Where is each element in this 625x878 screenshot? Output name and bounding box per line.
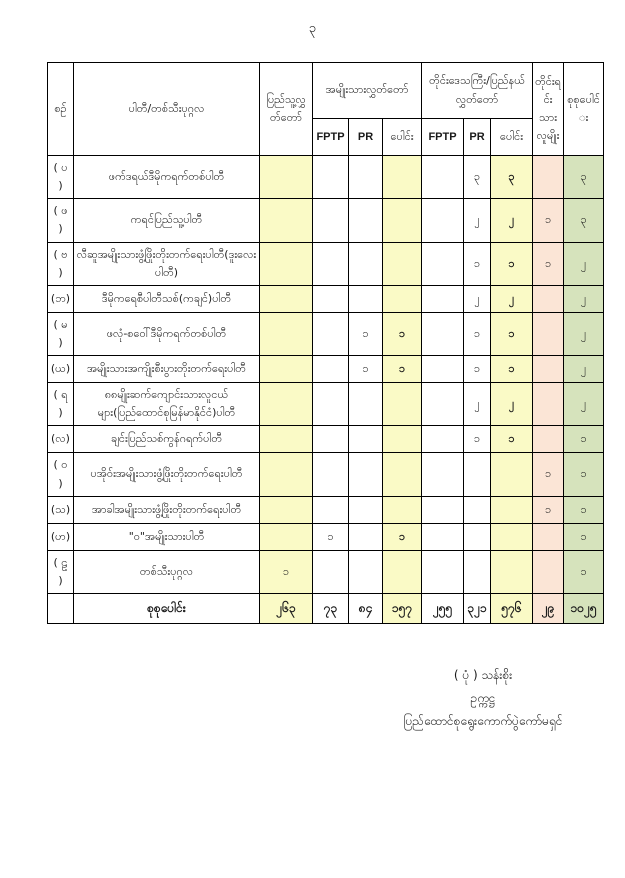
cell-r_sum bbox=[491, 496, 533, 523]
cell-no: (ဟ) bbox=[48, 523, 74, 550]
header-serial: စဉ် bbox=[48, 63, 74, 156]
header-ethnic-affairs: တိုင်းရင်းသားလူမျိုး bbox=[533, 63, 564, 156]
cell-a_sum bbox=[383, 285, 422, 312]
totals-amyotha-fptp: ၇၃ bbox=[313, 593, 349, 623]
cell-r_pr: ၃ bbox=[464, 156, 491, 199]
cell-a_fptp bbox=[313, 383, 349, 426]
cell-no: (ဘ) bbox=[48, 285, 74, 312]
cell-party: ၈၈မျိုးဆက်ကျောင်းသားလူငယ်များ(ပြည်ထောင်စုမြန်မာနိုင်ငံ)ပါတီ bbox=[74, 383, 260, 426]
cell-r_pr: ၂ bbox=[464, 285, 491, 312]
party-row bbox=[48, 523, 604, 550]
page-number: ၃ bbox=[308, 21, 317, 36]
cell-r_sum: ၁ bbox=[491, 312, 533, 355]
cell-a_fptp bbox=[313, 426, 349, 453]
totals-amyotha-pr: ၈၄ bbox=[349, 593, 383, 623]
cell-pyithu bbox=[260, 242, 313, 285]
totals-row bbox=[48, 593, 604, 623]
party-row bbox=[48, 356, 604, 383]
cell-pyithu bbox=[260, 523, 313, 550]
cell-r_pr bbox=[464, 496, 491, 523]
party-row bbox=[48, 550, 604, 593]
cell-total: ၁ bbox=[564, 426, 604, 453]
cell-r_sum: ၂ bbox=[491, 199, 533, 242]
cell-a_sum: ၁ bbox=[383, 523, 422, 550]
cell-r_pr: ၁ bbox=[464, 312, 491, 355]
cell-a_fptp bbox=[313, 453, 349, 496]
party-row bbox=[48, 312, 604, 355]
election-results-table bbox=[47, 62, 604, 624]
cell-a_sum bbox=[383, 453, 422, 496]
cell-r_fptp bbox=[422, 496, 464, 523]
cell-total: ၂ bbox=[564, 383, 604, 426]
cell-no: ( ဗ ) bbox=[48, 242, 74, 285]
table-header bbox=[48, 63, 604, 156]
header-amyotha-sum: ပေါင်း bbox=[383, 119, 422, 156]
header-region-sum: ပေါင်း bbox=[491, 119, 533, 156]
cell-r_pr: ၂ bbox=[464, 383, 491, 426]
cell-a_pr bbox=[349, 550, 383, 593]
signature-name: ( ပုံ ) သန်းစိုး bbox=[453, 668, 513, 682]
cell-a_fptp bbox=[313, 285, 349, 312]
header-pyithu-hluttaw: ပြည်သူ့လွှတ်တော် bbox=[260, 63, 313, 156]
cell-r_fptp bbox=[422, 312, 464, 355]
cell-total: ၃ bbox=[564, 156, 604, 199]
totals-pyithu: ၂၆၃ bbox=[260, 593, 313, 623]
cell-r_pr: ၁ bbox=[464, 356, 491, 383]
cell-a_fptp bbox=[313, 156, 349, 199]
cell-a_fptp bbox=[313, 242, 349, 285]
header-amyotha-hluttaw: အမျိုးသားလွှတ်တော် bbox=[313, 63, 422, 119]
cell-r_pr bbox=[464, 523, 491, 550]
party-row bbox=[48, 426, 604, 453]
signature-block bbox=[352, 664, 614, 732]
cell-r_sum: ၂ bbox=[491, 383, 533, 426]
cell-party: အမျိုးသားအကျိုးစီးပွားတိုးတက်ရေးပါတီ bbox=[74, 356, 260, 383]
totals-region-fptp: ၂၅၅ bbox=[422, 593, 464, 623]
cell-r_fptp bbox=[422, 199, 464, 242]
cell-a_fptp bbox=[313, 496, 349, 523]
party-row bbox=[48, 453, 604, 496]
cell-total: ၁ bbox=[564, 550, 604, 593]
header-region-state-hluttaw: တိုင်းဒေသကြီး/ပြည်နယ်လွှတ်တော် bbox=[422, 63, 533, 119]
cell-ethnic bbox=[533, 383, 564, 426]
cell-ethnic bbox=[533, 285, 564, 312]
cell-a_sum bbox=[383, 156, 422, 199]
cell-a_sum bbox=[383, 383, 422, 426]
cell-no: (လ) bbox=[48, 426, 74, 453]
cell-no: (ယ) bbox=[48, 356, 74, 383]
totals-amyotha-sum: ၁၅၇ bbox=[383, 593, 422, 623]
cell-party: ဒီမိုကရေစီပါတီသစ်(ကချင်)ပါတီ bbox=[74, 285, 260, 312]
cell-r_fptp bbox=[422, 523, 464, 550]
cell-pyithu: ၁ bbox=[260, 550, 313, 593]
cell-r_pr: ၂ bbox=[464, 199, 491, 242]
cell-a_pr bbox=[349, 285, 383, 312]
cell-a_sum: ၁ bbox=[383, 356, 422, 383]
party-row bbox=[48, 383, 604, 426]
cell-no: ( ဝ ) bbox=[48, 453, 74, 496]
cell-r_sum: ၁ bbox=[491, 242, 533, 285]
party-row bbox=[48, 199, 604, 242]
cell-ethnic: ၁ bbox=[533, 242, 564, 285]
header-region-pr: PR bbox=[464, 119, 491, 156]
header-party: ပါတီ/တစ်သီးပုဂ္ဂလ bbox=[74, 63, 260, 156]
cell-a_sum bbox=[383, 426, 422, 453]
totals-region-pr: ၃၂၁ bbox=[464, 593, 491, 623]
cell-r_sum: ၂ bbox=[491, 285, 533, 312]
cell-r_sum: ၁ bbox=[491, 356, 533, 383]
cell-r_pr: ၁ bbox=[464, 242, 491, 285]
cell-ethnic: ၁ bbox=[533, 199, 564, 242]
header-grand-total: စုစုပေါင်း bbox=[564, 63, 604, 156]
totals-label: စုစုပေါင်း bbox=[74, 593, 260, 623]
cell-r_fptp bbox=[422, 426, 464, 453]
cell-a_sum bbox=[383, 550, 422, 593]
cell-ethnic bbox=[533, 426, 564, 453]
party-row bbox=[48, 242, 604, 285]
totals-ethnic: ၂၉ bbox=[533, 593, 564, 623]
cell-ethnic bbox=[533, 550, 564, 593]
cell-total: ၂ bbox=[564, 242, 604, 285]
party-row bbox=[48, 496, 604, 523]
cell-total: ၃ bbox=[564, 199, 604, 242]
cell-a_pr bbox=[349, 156, 383, 199]
totals-grand: ၁၀၂၅ bbox=[564, 593, 604, 623]
cell-r_fptp bbox=[422, 356, 464, 383]
cell-r_sum bbox=[491, 453, 533, 496]
cell-a_fptp bbox=[313, 356, 349, 383]
cell-pyithu bbox=[260, 496, 313, 523]
cell-pyithu bbox=[260, 426, 313, 453]
cell-pyithu bbox=[260, 356, 313, 383]
cell-a_sum: ၁ bbox=[383, 312, 422, 355]
cell-party: ပအိုဝ်းအမျိုးသားဖွံ့ဖြိုးတိုးတက်ရေးပါတီ bbox=[74, 453, 260, 496]
cell-a_pr bbox=[349, 496, 383, 523]
cell-pyithu bbox=[260, 453, 313, 496]
cell-a_fptp bbox=[313, 312, 349, 355]
cell-a_pr bbox=[349, 453, 383, 496]
cell-pyithu bbox=[260, 199, 313, 242]
cell-party: ဖလုံ-စဝေါ်ဒီမိုကရက်တစ်ပါတီ bbox=[74, 312, 260, 355]
cell-no: ( ဠ ) bbox=[48, 550, 74, 593]
cell-party: ချင်းပြည်သစ်ကွန်ဂရက်ပါတီ bbox=[74, 426, 260, 453]
cell-ethnic bbox=[533, 156, 564, 199]
cell-a_pr bbox=[349, 523, 383, 550]
cell-a_pr: ၁ bbox=[349, 356, 383, 383]
totals-serial-cell bbox=[48, 593, 74, 623]
party-row bbox=[48, 156, 604, 199]
party-row bbox=[48, 285, 604, 312]
cell-pyithu bbox=[260, 285, 313, 312]
cell-r_sum bbox=[491, 523, 533, 550]
cell-no: ( ပ ) bbox=[48, 156, 74, 199]
cell-r_sum bbox=[491, 550, 533, 593]
cell-ethnic: ၁ bbox=[533, 496, 564, 523]
cell-total: ၁ bbox=[564, 523, 604, 550]
cell-a_sum bbox=[383, 199, 422, 242]
cell-a_pr bbox=[349, 199, 383, 242]
cell-a_pr bbox=[349, 242, 383, 285]
cell-a_pr bbox=[349, 426, 383, 453]
cell-no: ( မ ) bbox=[48, 312, 74, 355]
cell-party: ကရင်ပြည်သူ့ပါတီ bbox=[74, 199, 260, 242]
cell-r_fptp bbox=[422, 383, 464, 426]
table-body bbox=[48, 156, 604, 594]
cell-r_sum: ၁ bbox=[491, 426, 533, 453]
totals-region-sum: ၅၇၆ bbox=[491, 593, 533, 623]
cell-a_sum bbox=[383, 242, 422, 285]
cell-r_pr bbox=[464, 550, 491, 593]
cell-total: ၁ bbox=[564, 496, 604, 523]
cell-a_fptp: ၁ bbox=[313, 523, 349, 550]
cell-party: လီဆူအမျိုးသားဖွံ့ဖြိုးတိုးတက်ရေးပါတီ(ဒူးလေးပါတီ) bbox=[74, 242, 260, 285]
cell-pyithu bbox=[260, 156, 313, 199]
cell-r_sum: ၃ bbox=[491, 156, 533, 199]
cell-r_fptp bbox=[422, 156, 464, 199]
cell-r_fptp bbox=[422, 453, 464, 496]
cell-r_fptp bbox=[422, 285, 464, 312]
cell-a_pr: ၁ bbox=[349, 312, 383, 355]
cell-a_fptp bbox=[313, 199, 349, 242]
cell-party: အာခါအမျိုးသားဖွံ့ဖြိုးတိုးတက်ရေးပါတီ bbox=[74, 496, 260, 523]
cell-a_fptp bbox=[313, 550, 349, 593]
cell-total: ၁ bbox=[564, 453, 604, 496]
signature-title: ဥက္ကဋ္ဌ bbox=[470, 690, 496, 705]
cell-r_pr: ၁ bbox=[464, 426, 491, 453]
cell-no: ( ရ ) bbox=[48, 383, 74, 426]
cell-r_pr bbox=[464, 453, 491, 496]
cell-r_fptp bbox=[422, 550, 464, 593]
cell-a_sum bbox=[383, 496, 422, 523]
header-region-fptp: FPTP bbox=[422, 119, 464, 156]
cell-ethnic: ၁ bbox=[533, 453, 564, 496]
cell-party: တစ်သီးပုဂ္ဂလ bbox=[74, 550, 260, 593]
cell-total: ၂ bbox=[564, 312, 604, 355]
cell-pyithu bbox=[260, 312, 313, 355]
cell-total: ၂ bbox=[564, 356, 604, 383]
cell-party: ဖက်ဒရယ်ဒီမိုကရက်တစ်ပါတီ bbox=[74, 156, 260, 199]
cell-no: (သ) bbox=[48, 496, 74, 523]
cell-ethnic bbox=[533, 356, 564, 383]
signature-organization: ပြည်ထောင်စုရွေးကောက်ပွဲကော်မရှင် bbox=[403, 713, 563, 728]
cell-r_fptp bbox=[422, 242, 464, 285]
header-amyotha-fptp: FPTP bbox=[313, 119, 349, 156]
cell-ethnic bbox=[533, 312, 564, 355]
cell-no: ( ဖ ) bbox=[48, 199, 74, 242]
cell-ethnic bbox=[533, 523, 564, 550]
header-amyotha-pr: PR bbox=[349, 119, 383, 156]
cell-party: "ဝ"အမျိုးသားပါတီ bbox=[74, 523, 260, 550]
cell-total: ၂ bbox=[564, 285, 604, 312]
cell-pyithu bbox=[260, 383, 313, 426]
cell-a_pr bbox=[349, 383, 383, 426]
